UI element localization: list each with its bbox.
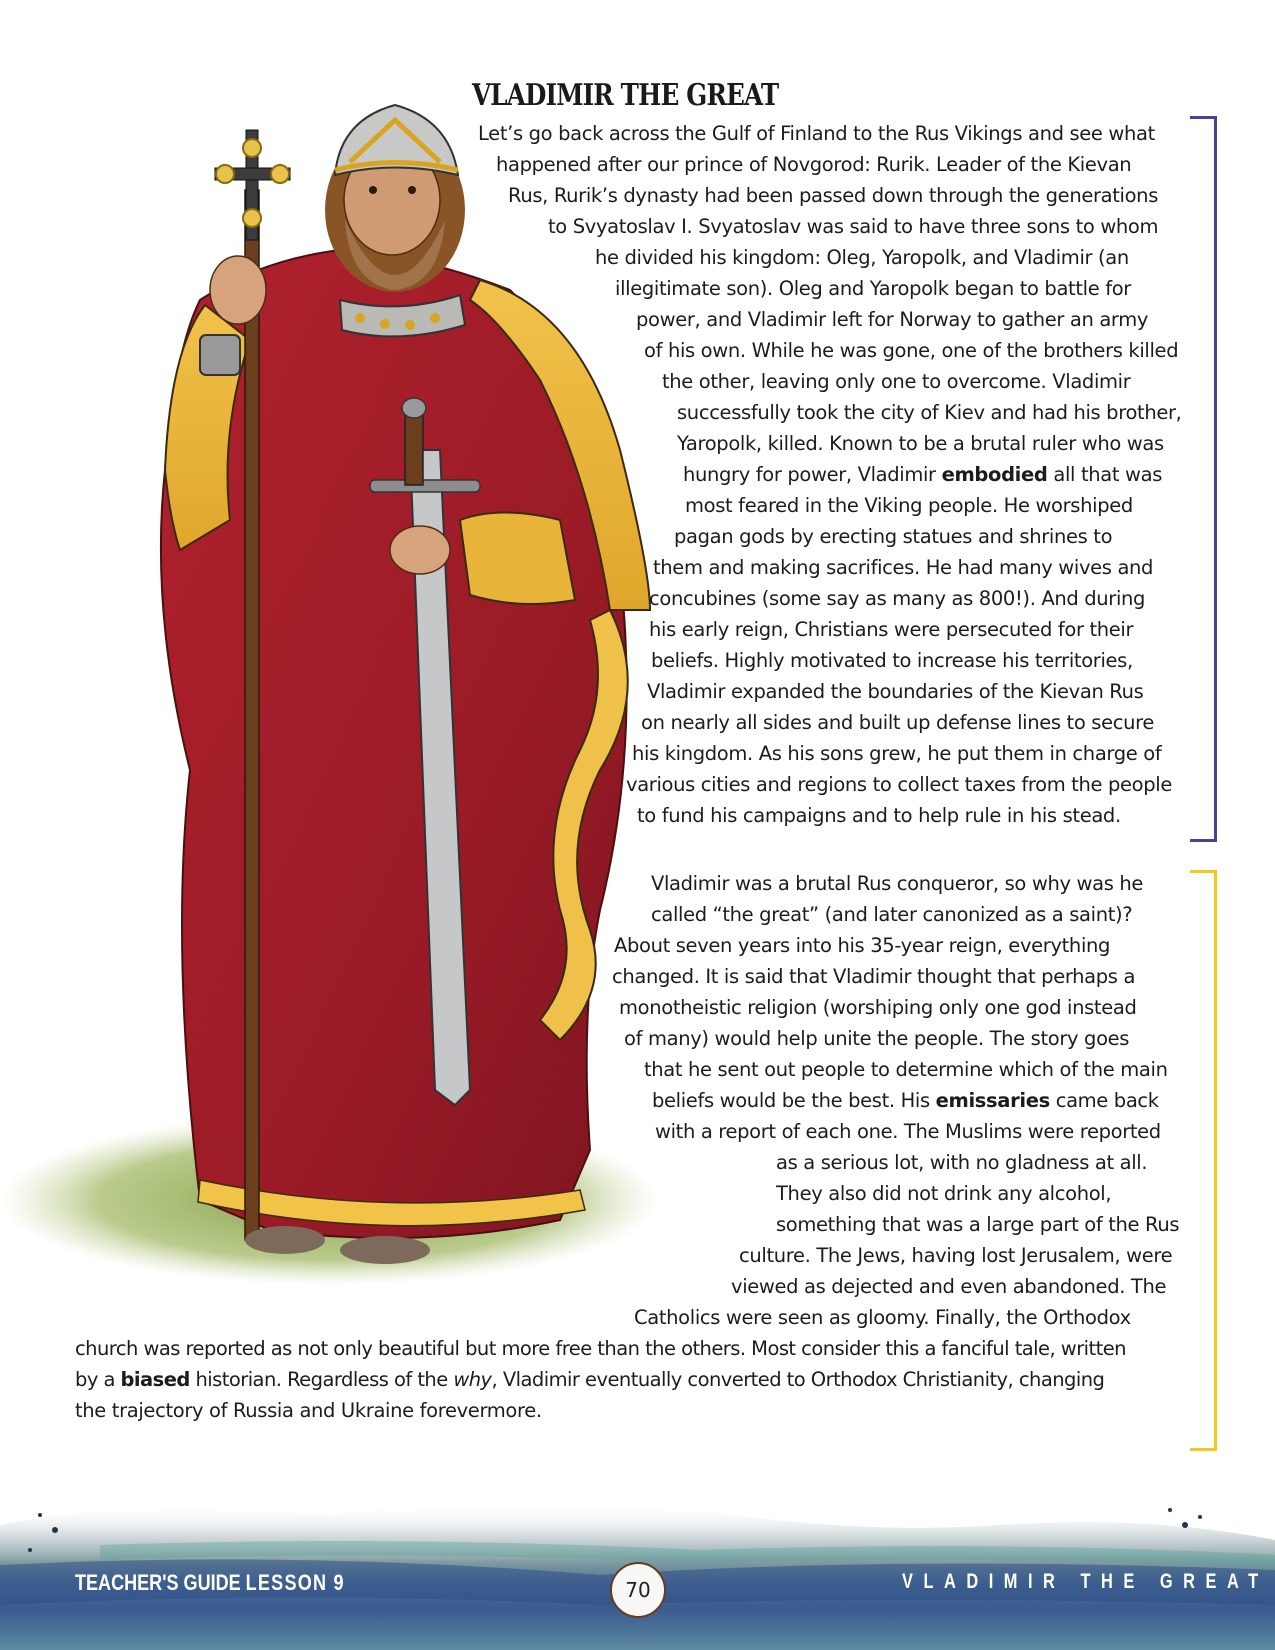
text-line: power, and Vladimir left for Norway to gather an army bbox=[636, 308, 1149, 331]
page-number: 70 bbox=[625, 1578, 651, 1602]
text-line: he divided his kingdom: Oleg, Yaropolk, and Vladimir (an bbox=[595, 246, 1129, 269]
text-line: Catholics were seen as gloomy. Finally, the Orthodox bbox=[634, 1306, 1131, 1329]
text-line bbox=[683, 463, 1162, 487]
text-span: by a bbox=[75, 1368, 121, 1391]
text-line: Let’s go back across the Gulf of Finland to the Rus Vikings and see what bbox=[478, 122, 1155, 145]
text-line: Vladimir expanded the boundaries of the Kievan Rus bbox=[647, 680, 1144, 703]
bold-term-emissaries: emissaries bbox=[935, 1089, 1050, 1112]
text-line: the trajectory of Russia and Ukraine forevermore. bbox=[75, 1399, 542, 1422]
text-line: successfully took the city of Kiev and had his brother, bbox=[677, 401, 1182, 424]
bold-term-embodied: embodied bbox=[941, 463, 1048, 486]
text-span: hungry for power, Vladimir bbox=[683, 463, 942, 486]
footer-guide-text: TEACHER'S GUIDE bbox=[75, 1570, 246, 1595]
footer-lesson-number: LESSON 9 bbox=[245, 1570, 345, 1595]
text-line: happened after our prince of Novgorod: Rurik. Leader of the Kievan bbox=[496, 153, 1132, 176]
text-line: that he sent out people to determine which of the main bbox=[644, 1058, 1168, 1081]
text-line: them and making sacrifices. He had many wives and bbox=[653, 556, 1154, 579]
text-line: his early reign, Christians were persecuted for their bbox=[649, 618, 1134, 641]
text-line: to Svyatoslav I. Svyatoslav was said to have three sons to whom bbox=[548, 215, 1159, 238]
text-line: of his own. While he was gone, one of the brothers killed bbox=[644, 339, 1179, 362]
text-line: viewed as dejected and even abandoned. The bbox=[731, 1275, 1167, 1298]
text-span: historian. Regardless of the bbox=[189, 1368, 454, 1391]
text-line: various cities and regions to collect taxes from the people bbox=[626, 773, 1172, 796]
text-line: most feared in the Viking people. He worshiped bbox=[685, 494, 1133, 517]
footer-watercolor-band bbox=[0, 1455, 1275, 1650]
text-line: culture. The Jews, having lost Jerusalem, were bbox=[739, 1244, 1173, 1267]
text-line: of many) would help unite the people. The story goes bbox=[624, 1027, 1130, 1050]
text-line: Vladimir was a brutal Rus conqueror, so why was he bbox=[651, 872, 1144, 895]
text-span: came back bbox=[1049, 1089, 1159, 1112]
page-title: VLADIMIR THE GREAT bbox=[472, 78, 779, 113]
text-line: Yaropolk, killed. Known to be a brutal ruler who was bbox=[677, 432, 1164, 455]
text-line: concubines (some say as many as 800!). And during bbox=[649, 587, 1146, 610]
footer-chapter-title: VLADIMIR THE GREAT bbox=[902, 1570, 1269, 1593]
text-line bbox=[652, 1089, 1159, 1113]
text-line: called “the great” (and later canonized as a saint)? bbox=[651, 903, 1133, 926]
italic-why: why bbox=[453, 1368, 492, 1391]
text-line: beliefs. Highly motivated to increase his territories, bbox=[651, 649, 1133, 672]
text-line: Rus, Rurik’s dynasty had been passed down through the generations bbox=[508, 184, 1159, 207]
vladimir-illustration bbox=[0, 50, 680, 1310]
text-line: They also did not drink any alcohol, bbox=[776, 1182, 1112, 1205]
text-line: with a report of each one. The Muslims were reported bbox=[655, 1120, 1161, 1143]
text-line: church was reported as not only beautiful but more free than the others. Most consider this a fanciful tale, written bbox=[75, 1337, 1126, 1360]
text-line: something that was a large part of the Rus bbox=[776, 1213, 1180, 1236]
text-line: as a serious lot, with no gladness at all. bbox=[776, 1151, 1148, 1174]
text-line: the other, leaving only one to overcome. Vladimir bbox=[662, 370, 1131, 393]
text-line: monotheistic religion (worshiping only one god instead bbox=[619, 996, 1137, 1019]
purple-bracket bbox=[1190, 116, 1217, 842]
text-line: to fund his campaigns and to help rule in his stead. bbox=[637, 804, 1121, 827]
text-line: changed. It is said that Vladimir thought that perhaps a bbox=[612, 965, 1136, 988]
text-span: all that was bbox=[1047, 463, 1163, 486]
bold-term-biased: biased bbox=[120, 1368, 190, 1391]
yellow-bracket bbox=[1190, 870, 1217, 1451]
text-line: illegitimate son). Oleg and Yaropolk began to battle for bbox=[615, 277, 1131, 300]
text-line bbox=[75, 1368, 1104, 1392]
text-line: About seven years into his 35-year reign, everything bbox=[614, 934, 1111, 957]
text-span: , Vladimir eventually converted to Orthodox Christianity, changing bbox=[491, 1368, 1105, 1391]
text-line: pagan gods by erecting statues and shrines to bbox=[674, 525, 1113, 548]
text-line: on nearly all sides and built up defense lines to secure bbox=[641, 711, 1154, 734]
footer-lesson-label bbox=[75, 1570, 345, 1596]
page-number-badge bbox=[610, 1562, 666, 1618]
text-line: his kingdom. As his sons grew, he put them in charge of bbox=[632, 742, 1162, 765]
text-span: beliefs would be the best. His bbox=[652, 1089, 936, 1112]
